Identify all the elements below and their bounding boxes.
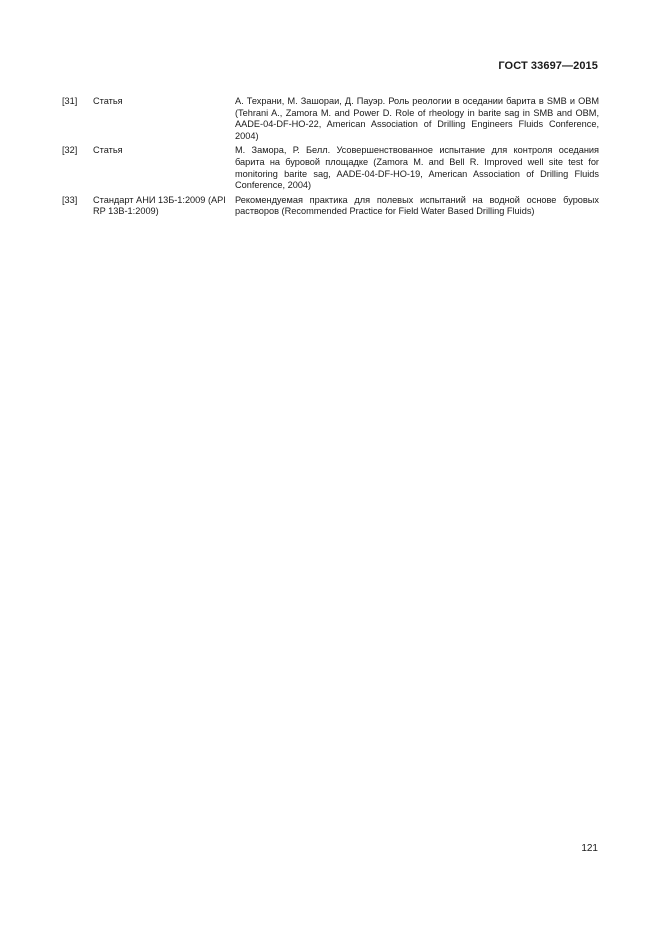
bibliography-list xyxy=(62,96,599,221)
reference-number: [31] xyxy=(62,96,78,106)
reference-type: Статья xyxy=(93,96,123,106)
reference-number: [32] xyxy=(62,145,78,156)
reference-description: А. Техрани, М. Зашораи, Д. Пауэр. Роль реологии в оседании барита в SMB и OBM (Tehrani A., Zamora M. and Power D. Role of rheology in barite sag in SMB and OBM, AADE-04-DF-HO-22, American Association of Drilling Engineers Fluids Conference, 2004) xyxy=(235,96,599,141)
document-code-header: ГОСТ 33697—2015 xyxy=(498,60,598,72)
page-number: 121 xyxy=(581,843,598,854)
reference-type: Стандарт АНИ 13Б-1:2009 (API RP 13B-1:2009) xyxy=(93,194,226,217)
bibliography-entry xyxy=(62,145,599,191)
reference-number: [33] xyxy=(62,194,78,205)
bibliography-entry xyxy=(62,195,599,218)
reference-type: Статья xyxy=(93,145,123,156)
reference-description: Рекомендуемая практика для полевых испытаний на водной основе буровых растворов (Recommended Practice for Field Water Based Drilling Fluids) xyxy=(235,194,599,217)
reference-description: М. Замора, Р. Белл. Усовершенствованное испытание для контроля оседания барита на буровой площадке (Zamora M. and Bell R. Improved well site test for monitoring barite sag, AADE-04-DF-HO-19, American Association of Drilling Fluids Conference, 2004) xyxy=(235,145,599,191)
bibliography-entry xyxy=(62,96,599,142)
